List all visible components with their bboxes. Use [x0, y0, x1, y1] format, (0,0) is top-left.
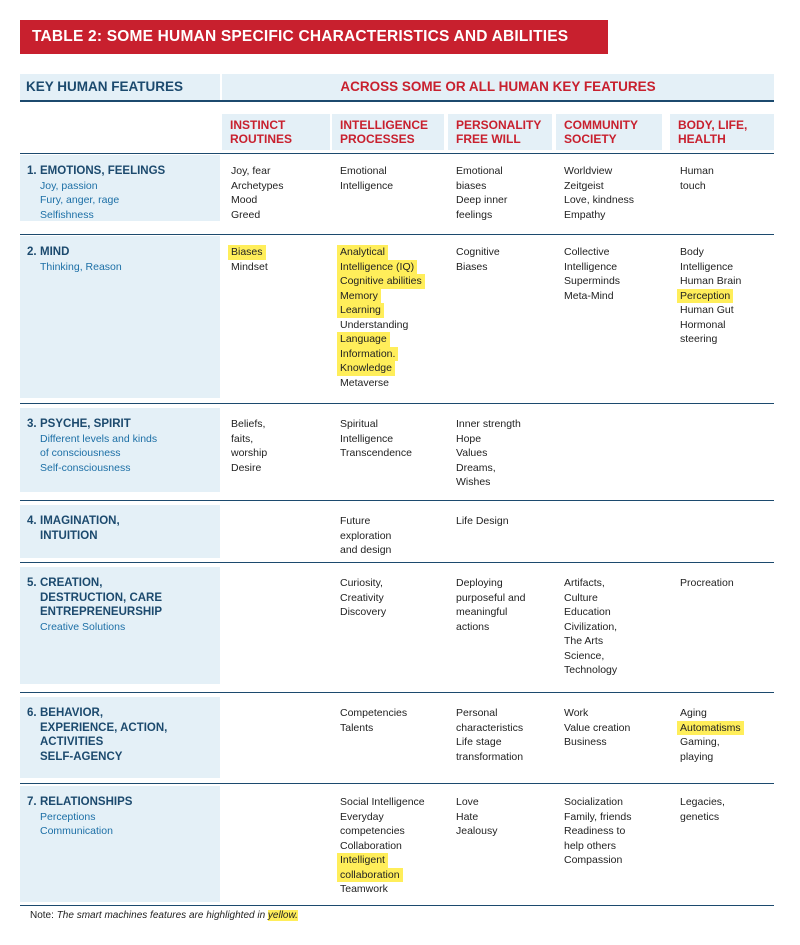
- cell-item: Collective: [564, 246, 610, 258]
- key-feature-number: 7.: [27, 796, 37, 808]
- key-feature-heading: [27, 514, 220, 543]
- key-feature-title: RELATIONSHIPS: [40, 796, 133, 808]
- cell-item: genetics: [680, 810, 720, 823]
- cell-item: Mindset: [231, 260, 268, 273]
- cell-item: Teamwork: [340, 883, 388, 895]
- footnote: Note: The smart machines features are highlighted in yellow.: [30, 910, 298, 921]
- cell-imagination-intelligence: [340, 514, 391, 558]
- highlighted-item: Intelligent: [337, 853, 388, 868]
- cell-item: Talents: [340, 721, 374, 734]
- column-header-body: BODY, LIFE, HEALTH: [670, 114, 774, 150]
- key-feature-heading: [27, 245, 220, 260]
- cell-item: meaningful: [456, 606, 508, 618]
- column-header-personality: PERSONALITY FREE WILL: [448, 114, 552, 150]
- cell-mind-body: [680, 245, 741, 347]
- cell-item: Compassion: [564, 854, 623, 866]
- cell-item: Joy, fear: [231, 165, 271, 177]
- cell-item: purposeful and: [456, 591, 526, 604]
- column-header-instinct: INSTINCT ROUTINES: [222, 114, 330, 150]
- cell-item: Collaboration: [340, 839, 402, 852]
- key-feature-title: IMAGINATION, INTUITION: [40, 515, 120, 542]
- key-feature-number: 2.: [27, 246, 37, 258]
- cell-creation-body: [680, 576, 734, 591]
- cell-mind-instinct: [231, 245, 268, 274]
- cell-item: Meta-Mind: [564, 289, 614, 302]
- cell-psyche-instinct: [231, 417, 267, 475]
- cell-item: Emotional: [340, 165, 387, 177]
- key-feature-subtitle: Different levels and kinds of consciousness Self-consciousness: [40, 432, 158, 474]
- cell-item: Human Gut: [680, 304, 734, 316]
- key-feature-mind: [20, 236, 220, 398]
- cell-item: feelings: [456, 208, 493, 221]
- cell-imagination-personality: [456, 514, 509, 529]
- cell-behavior-intelligence: [340, 706, 407, 735]
- cell-relationships-intelligence: [340, 795, 425, 897]
- cell-item: Work: [564, 707, 589, 719]
- cell-item: Readiness to: [564, 825, 626, 837]
- cell-creation-intelligence: [340, 576, 386, 620]
- cell-item: characteristics: [456, 721, 524, 734]
- cell-item: Education: [564, 606, 611, 618]
- key-feature-number: 3.: [27, 418, 37, 430]
- cell-item: Personal: [456, 707, 498, 719]
- cell-item: Hope: [456, 432, 482, 445]
- row-divider: [20, 692, 774, 693]
- cell-item: and design: [340, 544, 392, 556]
- key-feature-imagination: [20, 505, 220, 558]
- highlighted-item: collaboration: [337, 868, 403, 883]
- table-title: TABLE 2: SOME HUMAN SPECIFIC CHARACTERISTICS AND ABILITIES: [20, 20, 608, 54]
- cell-behavior-body: [680, 706, 744, 764]
- across-features-header: ACROSS SOME OR ALL HUMAN KEY FEATURES: [222, 74, 774, 100]
- cell-item: Intelligence: [340, 432, 394, 445]
- row-divider: [20, 234, 774, 235]
- row-divider: [20, 403, 774, 404]
- cell-item: Deep inner: [456, 194, 508, 206]
- cell-relationships-body: [680, 795, 725, 824]
- row-divider: [20, 783, 774, 784]
- cell-item: exploration: [340, 529, 392, 542]
- key-feature-heading: [27, 795, 220, 810]
- cell-item: Love, kindness: [564, 194, 635, 206]
- cell-item: Socialization: [564, 796, 623, 808]
- cell-item: Understanding: [340, 318, 409, 331]
- highlighted-item: Analytical: [337, 245, 388, 260]
- cell-item: Jealousy: [456, 825, 498, 837]
- highlighted-item: Biases: [228, 245, 266, 260]
- cell-emotions-community: [564, 164, 634, 222]
- key-feature-title: CREATION, DESTRUCTION, CARE ENTREPRENEURSHIP: [40, 577, 163, 618]
- key-feature-heading: [27, 164, 220, 179]
- highlighted-item: Memory: [337, 289, 381, 304]
- cell-item: Wishes: [456, 476, 491, 488]
- cell-item: biases: [456, 179, 487, 192]
- cell-item: Superminds: [564, 275, 621, 287]
- row-divider: [20, 905, 774, 906]
- key-features-header: KEY HUMAN FEATURES: [20, 74, 220, 100]
- cell-item: Deploying: [456, 577, 503, 589]
- key-feature-number: 5.: [27, 577, 37, 589]
- cell-mind-intelligence: [340, 245, 425, 390]
- cell-psyche-intelligence: [340, 417, 412, 461]
- key-feature-heading: [27, 706, 220, 764]
- cell-item: Greed: [231, 208, 261, 221]
- cell-item: Gaming,: [680, 736, 720, 748]
- cell-item: help others: [564, 839, 616, 852]
- cell-item: Mood: [231, 194, 258, 206]
- cell-item: Worldview: [564, 165, 613, 177]
- key-feature-number: 1.: [27, 165, 37, 177]
- highlighted-item: Cognitive abilities: [337, 274, 425, 289]
- key-feature-number: 4.: [27, 515, 37, 527]
- key-feature-subtitle: Thinking, Reason: [40, 260, 122, 273]
- key-feature-number: 6.: [27, 707, 37, 719]
- key-feature-behavior: [20, 697, 220, 778]
- cell-item: Technology: [564, 664, 618, 676]
- cell-emotions-body: [680, 164, 714, 193]
- key-feature-heading: [27, 576, 220, 620]
- cell-item: Intelligence: [564, 260, 618, 273]
- cell-item: Legacies,: [680, 796, 725, 808]
- cell-item: Everyday: [340, 810, 384, 823]
- cell-item: Cognitive: [456, 246, 500, 258]
- key-feature-psyche: [20, 408, 220, 492]
- cell-item: Culture: [564, 591, 598, 604]
- cell-item: Life stage: [456, 736, 502, 748]
- cell-creation-personality: [456, 576, 525, 634]
- cell-item: touch: [680, 179, 706, 192]
- cell-item: Dreams,: [456, 461, 496, 474]
- cell-relationships-community: [564, 795, 632, 868]
- cell-item: Social Intelligence: [340, 796, 425, 808]
- highlighted-item: Automatisms: [677, 721, 744, 736]
- cell-item: Love: [456, 796, 479, 808]
- cell-item: Business: [564, 736, 607, 748]
- cell-item: transformation: [456, 750, 524, 763]
- cell-item: Curiosity,: [340, 577, 383, 589]
- cell-item: Future: [340, 515, 371, 527]
- cell-emotions-intelligence: [340, 164, 393, 193]
- key-feature-subtitle: Joy, passion Fury, anger, rage Selfishness: [40, 179, 120, 221]
- cell-item: Discovery: [340, 606, 387, 618]
- column-header-community: COMMUNITY SOCIETY: [556, 114, 662, 150]
- cell-item: worship: [231, 447, 268, 459]
- key-feature-subtitle: Creative Solutions: [40, 620, 126, 633]
- cell-creation-community: [564, 576, 617, 678]
- cell-item: Hormonal: [680, 318, 726, 331]
- cell-item: Aging: [680, 707, 707, 719]
- cell-emotions-personality: [456, 164, 507, 222]
- cell-item: Intelligence: [680, 260, 734, 273]
- key-feature-title: PSYCHE, SPIRIT: [40, 418, 131, 430]
- cell-item: actions: [456, 620, 490, 633]
- cell-item: faits,: [231, 432, 254, 445]
- key-feature-relationships: [20, 786, 220, 902]
- cell-item: Hate: [456, 810, 479, 823]
- cell-mind-community: [564, 245, 620, 303]
- row-divider: [20, 500, 774, 501]
- cell-item: Human: [680, 165, 714, 177]
- key-feature-emotions: [20, 155, 220, 221]
- cell-item: Empathy: [564, 208, 606, 221]
- cell-item: Values: [456, 447, 488, 459]
- key-feature-title: BEHAVIOR, EXPERIENCE, ACTION, ACTIVITIES SELF-AGENCY: [40, 707, 168, 763]
- header-divider: [20, 100, 774, 102]
- cell-item: Competencies: [340, 707, 408, 719]
- key-feature-title: MIND: [40, 246, 70, 258]
- highlighted-item: Perception: [677, 289, 733, 304]
- cell-item: Beliefs,: [231, 418, 266, 430]
- cell-item: Value creation: [564, 721, 631, 734]
- cell-item: Procreation: [680, 577, 734, 589]
- column-header-intelligence: INTELLIGENCE PROCESSES: [332, 114, 444, 150]
- highlighted-item: Learning: [337, 303, 384, 318]
- cell-item: Creativity: [340, 591, 384, 604]
- highlighted-item: Information.: [337, 347, 398, 362]
- key-feature-title: EMOTIONS, FEELINGS: [40, 165, 166, 177]
- cell-item: Science,: [564, 649, 605, 662]
- cell-item: Body: [680, 246, 704, 258]
- cell-item: Civilization,: [564, 620, 618, 633]
- highlighted-item: Language: [337, 332, 390, 347]
- cell-item: Biases: [456, 260, 488, 273]
- cell-item: Human Brain: [680, 275, 742, 287]
- cell-item: steering: [680, 333, 718, 345]
- key-feature-subtitle: Perceptions Communication: [40, 810, 113, 837]
- key-feature-creation: [20, 567, 220, 684]
- cell-item: Intelligence: [340, 179, 394, 192]
- row-divider: [20, 562, 774, 563]
- cell-item: Inner strength: [456, 418, 521, 430]
- cell-behavior-personality: [456, 706, 523, 764]
- cell-item: Life Design: [456, 515, 509, 527]
- cell-relationships-personality: [456, 795, 497, 839]
- cell-behavior-community: [564, 706, 630, 750]
- cell-item: Zeitgeist: [564, 179, 604, 192]
- cell-item: Transcendence: [340, 447, 412, 459]
- cell-item: Emotional: [456, 165, 503, 177]
- highlighted-item: Knowledge: [337, 361, 395, 376]
- cell-item: Artifacts,: [564, 577, 605, 589]
- highlighted-item: Intelligence (IQ): [337, 260, 417, 275]
- key-feature-heading: [27, 417, 220, 432]
- cell-emotions-instinct: [231, 164, 284, 222]
- cell-item: playing: [680, 750, 714, 763]
- cell-item: Family, friends: [564, 810, 632, 823]
- row-divider: [20, 153, 774, 154]
- cell-item: Spiritual: [340, 418, 378, 430]
- cell-item: Archetypes: [231, 179, 284, 192]
- cell-item: The Arts: [564, 635, 604, 647]
- cell-item: Desire: [231, 461, 262, 474]
- cell-mind-personality: [456, 245, 500, 274]
- cell-item: Metaverse: [340, 376, 390, 389]
- cell-item: competencies: [340, 825, 405, 837]
- cell-psyche-personality: [456, 417, 521, 490]
